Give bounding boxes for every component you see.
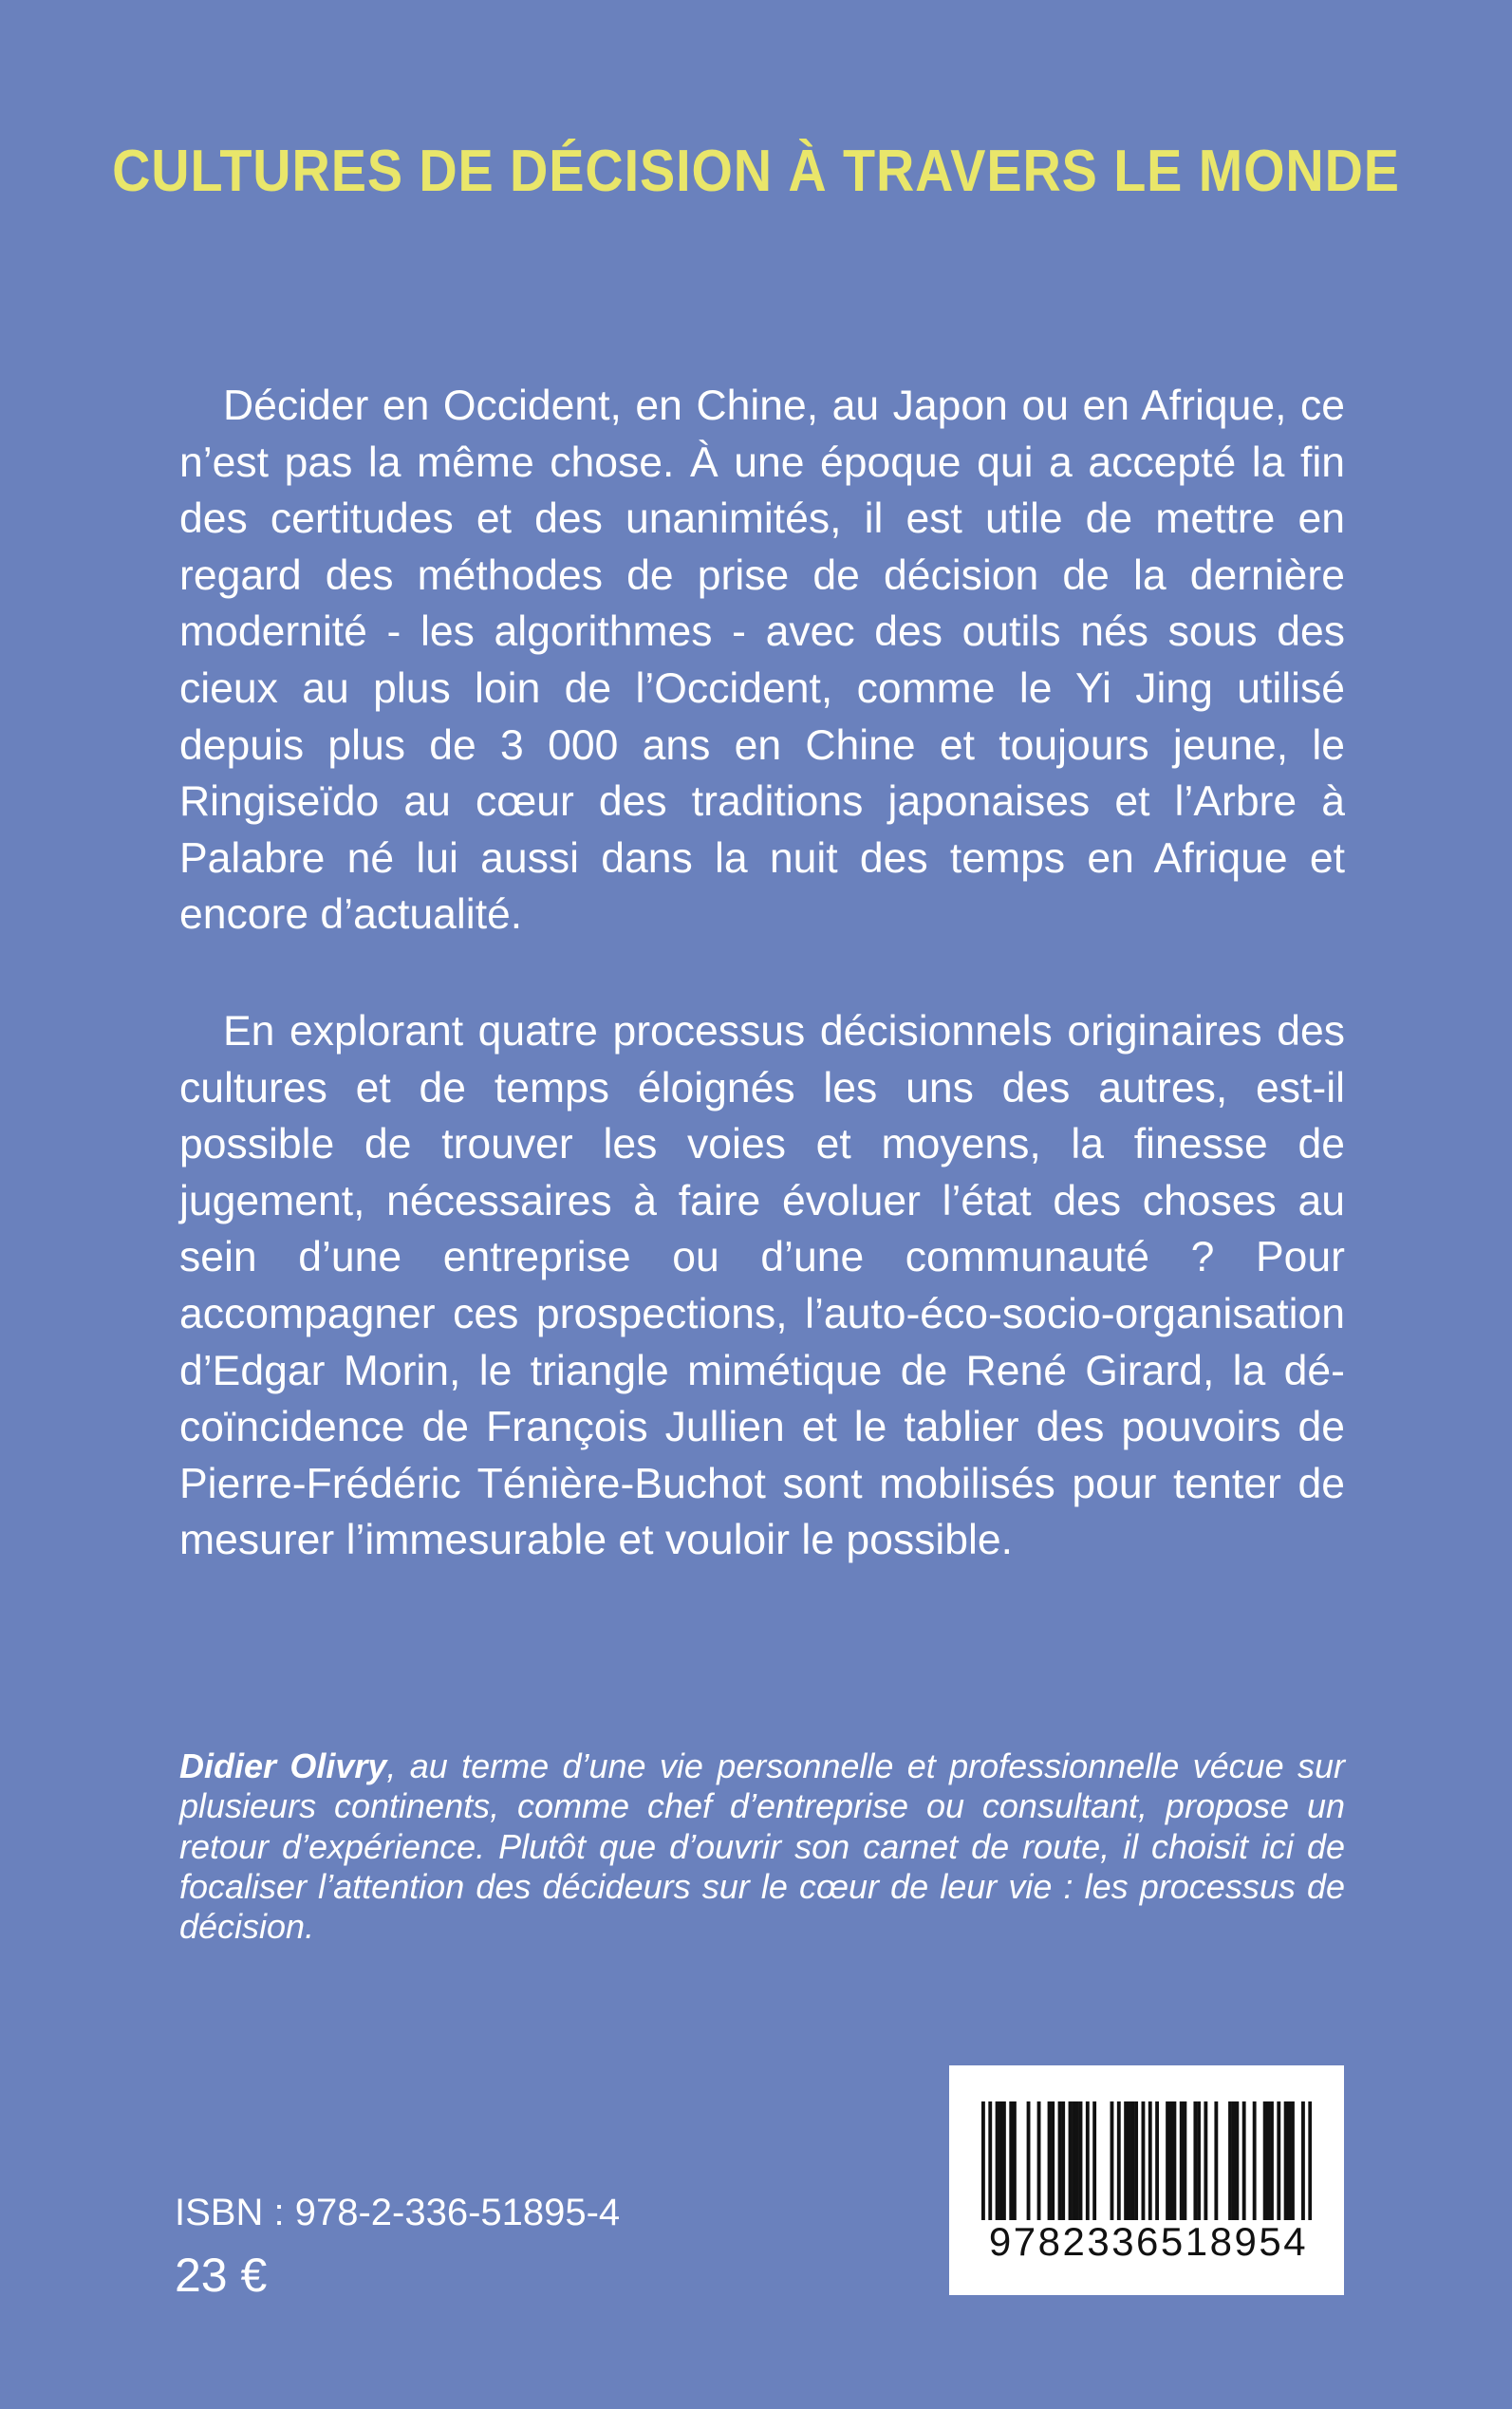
barcode-digits: 9782336518954 [988,2219,1309,2264]
barcode-bar [988,2101,992,2220]
barcode-bar [1169,2101,1173,2220]
barcode-bar [1134,2101,1138,2220]
barcode-bar [1214,2101,1218,2220]
barcode-bar [1284,2101,1288,2220]
barcode-bar [1301,2101,1305,2220]
barcode-bar [1061,2101,1065,2220]
barcode-bar [1051,2101,1055,2220]
book-title: CULTURES DE DÉCISION À TRAVERS LE MONDE [112,139,1400,204]
barcode-bar [1069,2101,1073,2220]
barcode-bar [1048,2101,1052,2220]
description-paragraph-1 [179,378,1345,943]
barcode-bar [999,2101,1002,2220]
barcode-bar [1183,2101,1186,2220]
barcode-bar [1228,2101,1232,2220]
barcode-bar [1235,2101,1239,2220]
barcode-bar [1204,2101,1207,2220]
barcode-icon [981,2101,1312,2225]
barcode-bar [1166,2101,1169,2220]
barcode-bar [1148,2101,1152,2220]
price-label: 23 € [175,2249,268,2302]
paragraph-2-text: En explorant quatre processus décisionnels originaires des cultures et de temps éloignés les uns des autres, est-il possible de trouver les voies et moyens, la finesse de jugement, nécessaires à faire évoluer l’état des choses au sein d’une entreprise ou d’une communauté ? Pour accompagner ces prospections, l’auto-éco-socio-organisation d’Edgar Morin, le triangle mimétique de René Girard, la dé-coïncidence de François Jullien et le tablier des pouvoirs de Pierre-Frédéric Ténière-Buchot sont mobilisés pour tenter de mesurer l’immesurable et vouloir le possible. [179,1008,1345,1564]
barcode-bar [1128,2101,1131,2220]
barcode-bar [1002,2101,1006,2220]
barcode-bar [1009,2101,1013,2220]
barcode-bar [1253,2101,1257,2220]
barcode-bar [1291,2101,1295,2220]
barcode-bar [1117,2101,1121,2220]
barcode-bar [1075,2101,1079,2220]
barcode-bar [1155,2101,1159,2220]
author-bio-text: , au terme d’une vie personnelle et professionnelle vécue sur plusieurs continents, comme chef d’entreprise ou consultant, propose un retour d’expérience. Plutôt que d’ouvrir son carnet de route, il choisit ici de focaliser l’attention des décideurs sur le cœur de leur vie : les processus de décision. [179,1746,1345,1947]
barcode-bar [1092,2101,1096,2220]
barcode-bar [1242,2101,1246,2220]
barcode-bar [1287,2101,1291,2220]
barcode-bar [1142,2101,1146,2220]
barcode-bar [1180,2101,1184,2220]
author-biography [179,1746,1345,1947]
barcode-bar [981,2101,985,2220]
barcode-bar [1266,2101,1270,2220]
barcode-bar [1111,2101,1114,2220]
barcode-bar [1197,2101,1201,2220]
barcode-bar [1013,2101,1017,2220]
barcode-bar [1079,2101,1083,2220]
barcode-bar [1232,2101,1236,2220]
barcode-bar [1037,2101,1041,2220]
barcode-bar [1027,2101,1031,2220]
barcode-bar [1263,2101,1267,2220]
barcode-bar [1086,2101,1090,2220]
author-name: Didier Olivry [179,1746,387,1785]
barcode-bar [1270,2101,1274,2220]
paragraph-1-text: Décider en Occident, en Chine, au Japon ou en Afrique, ce n’est pas la même chose. À une époque qui a accepté la fin des certitudes et des unanimités, il est utile de mettre en regard des méthodes de prise de décision de la dernière modernité - les algorithmes - avec des outils nés sous des cieux au plus loin de l’Occident, comme le Yi Jing utilisé depuis plus de 3 000 ans en Chine et toujours jeune, le Ringiseïdo au cœur des traditions japonaises et l’Arbre à Palabre né lui aussi dans la nuit des temps en Afrique et encore d’actualité. [179,383,1345,939]
barcode-bar [1124,2101,1128,2220]
description-paragraph-2 [179,1003,1345,1569]
barcode-bar [1172,2101,1176,2220]
barcode-bar [1058,2101,1062,2220]
barcode-box [949,2065,1344,2295]
barcode-bar [1308,2101,1312,2220]
barcode-bar [1131,2101,1135,2220]
isbn-label: ISBN : 978-2-336-51895-4 [175,2192,621,2233]
barcode-bar [996,2101,999,2220]
barcode-bar [1072,2101,1075,2220]
barcode-bar [1277,2101,1280,2220]
barcode-bar [1193,2101,1197,2220]
